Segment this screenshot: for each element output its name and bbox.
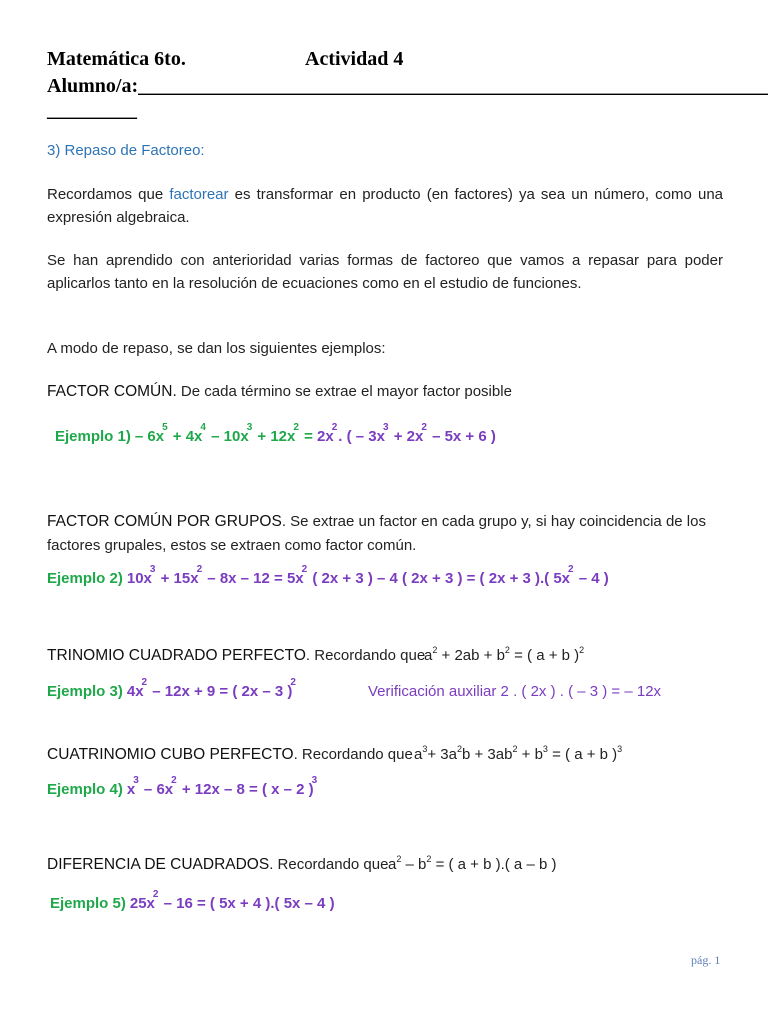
page-number: pág. 1 — [691, 953, 721, 967]
case-3-formula: $a^2 + 2ab + b^2$ = ( a + b )$^2$ — [424, 645, 585, 664]
case-5-formula: $a^2 - b^2$ = ( a + b ).( a – b ) — [388, 854, 557, 873]
case-4-title: CUATRINOMIO CUBO PERFECTO — [47, 746, 294, 763]
example-5-lhs: $25x^2 - 16$ = — [129, 889, 210, 912]
case-3-heading — [47, 647, 425, 665]
case-5-title: DIFERENCIA DE CUADRADOS — [47, 856, 270, 873]
case-5-heading — [47, 856, 388, 874]
intro-text-b: es transformar en producto (en factores) ya sea un número, como una expresión algebraica. — [47, 186, 723, 226]
case-2-heading — [47, 513, 706, 531]
case-4-desc: . Recordando que — [293, 746, 413, 763]
example-4-lhs: $x^3 - 6x^2 + 12x - 8$ = — [126, 775, 262, 798]
example-5-rhs: ( 5x + 4 ).( 5x – 4 ) — [209, 895, 335, 912]
example-3-rhs: ( 2x – 3 )$^2$ — [232, 677, 296, 700]
case-1-heading — [47, 383, 512, 401]
example-3-lhs: $4x^2 - 12x + 9$ = — [126, 677, 233, 700]
case-3-title: TRINOMIO CUADRADO PERFECTO — [47, 647, 306, 664]
intro-paragraph — [47, 183, 723, 229]
case-2-title: FACTOR COMÚN POR GRUPOS — [47, 513, 282, 530]
example-3-note: Verificación auxiliar 2 . ( 2x ) . ( – 3 ) = – 12x — [368, 683, 662, 700]
activity-title: Actividad 4 — [305, 48, 404, 70]
case-2-desc: . Se extrae un factor en cada grupo y, si hay coincidencia de los — [281, 513, 706, 530]
intro-text-a: Recordamos que — [47, 186, 170, 203]
example-2 — [47, 564, 609, 588]
paragraph-3: A modo de repaso, se dan los siguientes ejemplos: — [47, 340, 386, 357]
case-5-desc: . Recordando que — [269, 856, 389, 873]
example-4-label: Ejemplo 4) — [47, 781, 123, 798]
case-4-formula: $a^3+ 3a^2b + 3ab^2 + b^3$ = ( a + b )$^3$ — [414, 744, 623, 763]
example-1 — [55, 422, 496, 446]
example-1-label: Ejemplo 1) — [55, 428, 131, 445]
student-name-field: Alumno/a:_______________________________________________________________ — [47, 75, 768, 97]
example-1-lhs: – $6x^5 + 4x^4 - 10x^3 + 12x^2$ = — [134, 422, 318, 445]
example-5 — [50, 889, 335, 913]
example-2-lhs: $10x^3 + 15x^2 - 8x - 12$ = — [126, 564, 287, 587]
section-title: 3) Repaso de Factoreo: — [47, 142, 205, 159]
example-2-rhs: $5x^2$ ( 2x + 3 ) – 4 ( 2x + 3 ) = ( 2x + 3 ).( $5x^2 - 4$ ) — [286, 564, 609, 587]
case-1-desc: De cada término se extrae el mayor factor posible — [176, 383, 512, 400]
student-name-line: _________ — [47, 99, 137, 121]
example-4 — [47, 775, 318, 799]
example-5-label: Ejemplo 5) — [50, 895, 126, 912]
paragraph-2: Se han aprendido con anterioridad varias formas de factoreo que vamos a repasar para poder aplicarlos tanto en la resolución de ecuaciones como en el estudio de funciones. — [47, 252, 723, 292]
subject-title: Matemática 6to. — [47, 48, 186, 70]
case-1-title: FACTOR COMÚN. — [47, 383, 177, 400]
example-4-rhs: ( x – 2 )$^3$ — [261, 775, 318, 798]
example-2-label: Ejemplo 2) — [47, 570, 123, 587]
case-3-desc: . Recordando que — [305, 647, 426, 664]
example-3-label: Ejemplo 3) — [47, 683, 123, 700]
example-3 — [47, 677, 297, 701]
case-4-heading — [47, 746, 413, 764]
intro-term: factorear — [169, 186, 229, 203]
example-1-rhs: $2x^2$. ( – $3x^3 + 2x^2 - 5x + 6$ ) — [317, 422, 496, 445]
case-2-desc-cont: factores grupales, estos se extraen como factor común. — [47, 537, 417, 554]
